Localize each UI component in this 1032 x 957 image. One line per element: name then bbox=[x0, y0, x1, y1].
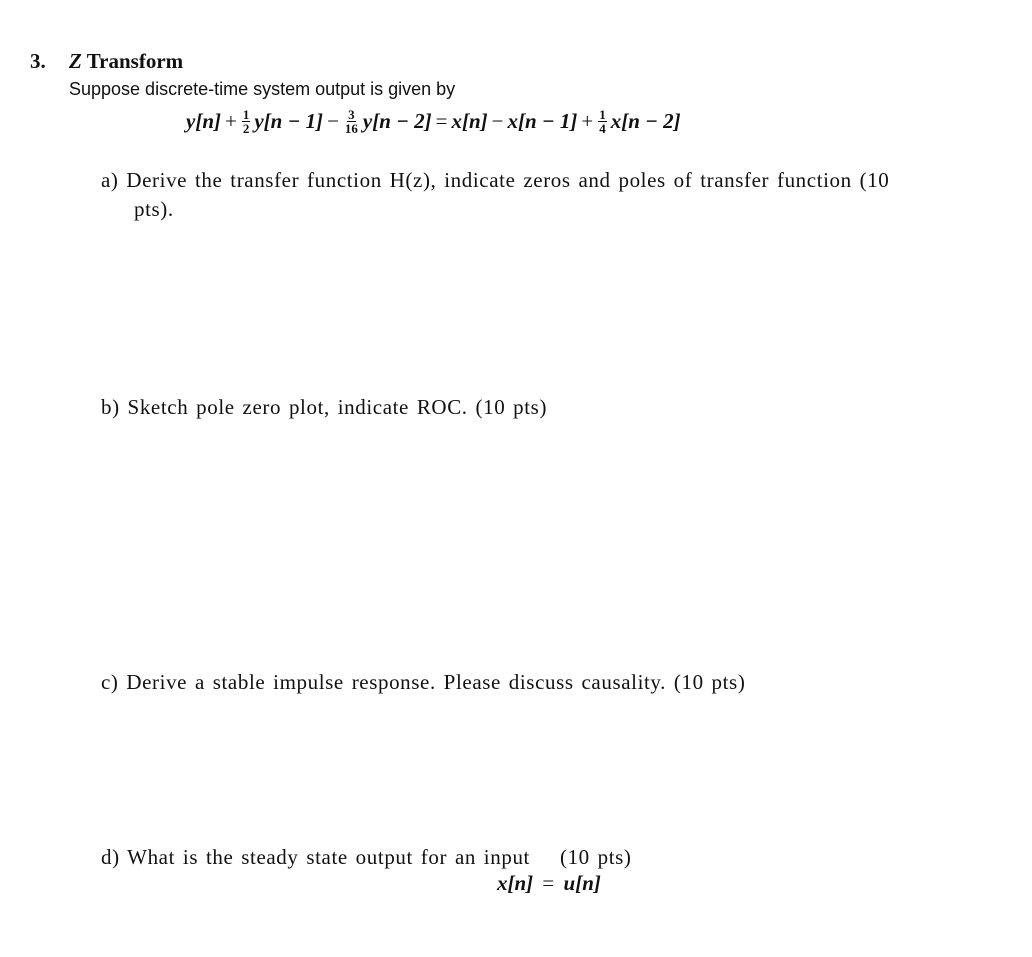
eq-term-y-n: y[n] bbox=[186, 109, 221, 133]
input-rhs: u[n] bbox=[563, 871, 601, 895]
part-a-line2: pts). bbox=[134, 197, 174, 221]
part-d-text: d) What is the steady state output for an input bbox=[101, 845, 530, 869]
fraction-numerator: 1 bbox=[599, 107, 606, 122]
input-lhs: x[n] bbox=[497, 871, 534, 895]
eq-operator: − bbox=[327, 109, 339, 133]
title-letter: Z bbox=[69, 49, 82, 73]
question-title bbox=[69, 49, 183, 74]
part-d bbox=[101, 845, 632, 870]
part-c: c) Derive a stable impulse response. Please discuss causality. (10 pts) bbox=[101, 670, 746, 694]
question-intro: Suppose discrete-time system output is given by bbox=[69, 79, 456, 99]
fraction-denominator: 16 bbox=[344, 121, 358, 136]
fraction-one-quarter bbox=[598, 108, 607, 135]
question-number: 3. bbox=[30, 49, 46, 73]
eq-term-x-n-1: x[n − 1] bbox=[507, 109, 578, 133]
input-equation bbox=[497, 871, 601, 896]
part-a-line1: a) Derive the transfer function H(z), indicate zeros and poles of transfer function (10 bbox=[101, 168, 890, 192]
eq-term-x-n: x[n] bbox=[451, 109, 488, 133]
fraction-one-half bbox=[242, 108, 251, 135]
eq-equals: = bbox=[435, 109, 448, 133]
input-equals: = bbox=[542, 871, 555, 895]
fraction-numerator: 1 bbox=[242, 107, 250, 122]
eq-operator: + bbox=[225, 109, 237, 133]
eq-term-y-n-1: y[n − 1] bbox=[254, 109, 324, 133]
eq-operator: + bbox=[581, 109, 594, 133]
part-b: b) Sketch pole zero plot, indicate ROC. (10 pts) bbox=[101, 395, 548, 419]
eq-term-y-n-2: y[n − 2] bbox=[362, 109, 432, 133]
eq-operator: − bbox=[491, 109, 504, 133]
fraction-numerator: 3 bbox=[348, 107, 355, 122]
eq-term-x-n-2: x[n − 2] bbox=[610, 109, 681, 133]
fraction-denominator: 2 bbox=[242, 121, 250, 136]
title-rest: Transform bbox=[81, 49, 184, 73]
difference-equation bbox=[186, 108, 681, 135]
fraction-three-sixteenths bbox=[344, 108, 359, 135]
fraction-denominator: 4 bbox=[599, 121, 606, 136]
part-d-points: (10 pts) bbox=[559, 845, 632, 869]
